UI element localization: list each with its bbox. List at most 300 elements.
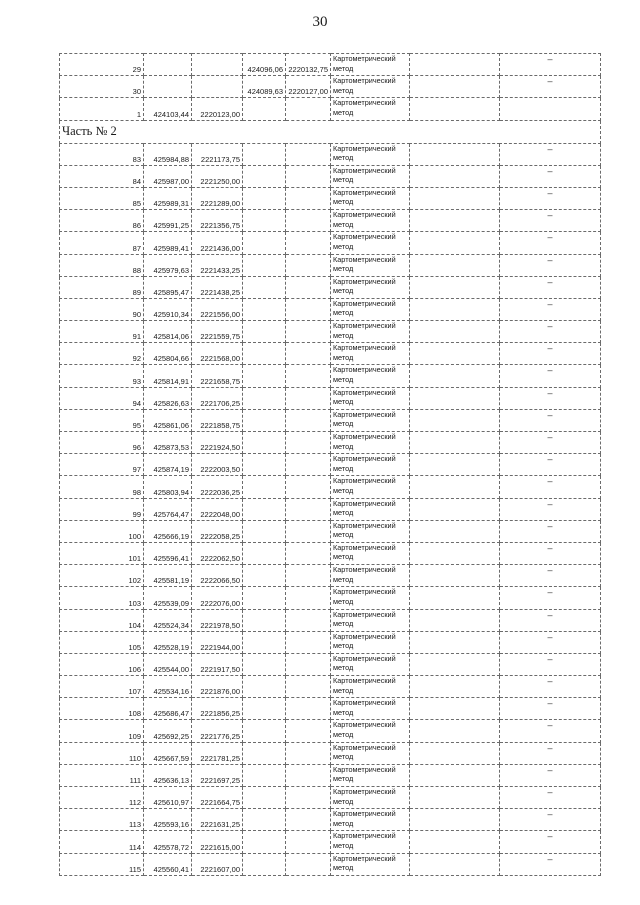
table-row (60, 76, 601, 98)
method-cell: Картометрический метод (331, 720, 410, 742)
point-number-cell: 85 (60, 187, 144, 209)
note-cell: – (500, 276, 601, 298)
note-cell: – (500, 565, 601, 587)
point-number-cell: 95 (60, 409, 144, 431)
coord-x2-cell (243, 853, 286, 875)
coord-y-cell: 2221289,00 (192, 187, 243, 209)
point-number-cell: 113 (60, 809, 144, 831)
note-cell: – (500, 764, 601, 786)
coord-y-cell (192, 54, 243, 76)
coord-y-cell: 2221856,25 (192, 698, 243, 720)
coord-x-cell: 425984,88 (144, 143, 192, 165)
coord-x-cell: 425826,63 (144, 387, 192, 409)
coord-y2-cell (286, 520, 331, 542)
coord-y2-cell: 2220132,75 (286, 54, 331, 76)
coord-x2-cell (243, 210, 286, 232)
point-number-cell: 94 (60, 387, 144, 409)
note-cell (500, 98, 601, 120)
note-cell: – (500, 853, 601, 875)
mark-cell (410, 254, 500, 276)
note-cell: – (500, 742, 601, 764)
coord-x2-cell (243, 587, 286, 609)
coord-y-cell: 2221944,00 (192, 631, 243, 653)
coord-x2-cell (243, 187, 286, 209)
coord-y2-cell: 2220127,00 (286, 76, 331, 98)
mark-cell (410, 787, 500, 809)
mark-cell (410, 764, 500, 786)
method-cell: Картометрический метод (331, 764, 410, 786)
coord-x-cell: 425979,63 (144, 254, 192, 276)
method-cell: Картометрический метод (331, 232, 410, 254)
coord-x-cell: 425686,47 (144, 698, 192, 720)
coord-x-cell: 425610,97 (144, 787, 192, 809)
table-row (60, 764, 601, 786)
coord-y-cell: 2222048,00 (192, 498, 243, 520)
method-cell: Картометрический метод (331, 165, 410, 187)
coord-x-cell: 425539,09 (144, 587, 192, 609)
coord-y-cell (192, 76, 243, 98)
coord-x2-cell (243, 454, 286, 476)
coord-y-cell: 2222062,50 (192, 542, 243, 564)
table-row (60, 831, 601, 853)
coord-y-cell: 2221173,75 (192, 143, 243, 165)
table-row (60, 254, 601, 276)
note-cell: – (500, 609, 601, 631)
coord-y-cell: 2221356,75 (192, 210, 243, 232)
note-cell: – (500, 210, 601, 232)
note-cell: – (500, 387, 601, 409)
mark-cell (410, 76, 500, 98)
coord-x-cell: 425524,34 (144, 609, 192, 631)
coord-x2-cell (243, 409, 286, 431)
coord-x2-cell (243, 631, 286, 653)
table-row (60, 565, 601, 587)
note-cell: – (500, 831, 601, 853)
coord-y-cell: 2221615,00 (192, 831, 243, 853)
coord-y-cell: 2221697,25 (192, 764, 243, 786)
point-number-cell: 110 (60, 742, 144, 764)
table-row (60, 720, 601, 742)
method-cell: Картометрический метод (331, 409, 410, 431)
coord-y2-cell (286, 454, 331, 476)
table-row (60, 498, 601, 520)
coord-x-cell (144, 76, 192, 98)
coord-x-cell: 425593,16 (144, 809, 192, 831)
section-header-group (60, 120, 601, 143)
point-number-cell: 111 (60, 764, 144, 786)
coord-y-cell: 2221568,00 (192, 343, 243, 365)
mark-cell (410, 409, 500, 431)
coord-x-cell: 425764,47 (144, 498, 192, 520)
table-row (60, 365, 601, 387)
method-cell: Картометрический метод (331, 742, 410, 764)
point-number-cell: 100 (60, 520, 144, 542)
coord-y-cell: 2221559,75 (192, 321, 243, 343)
mark-cell (410, 165, 500, 187)
point-number-cell: 1 (60, 98, 144, 120)
coord-x2-cell (243, 343, 286, 365)
note-cell: – (500, 631, 601, 653)
mark-cell (410, 210, 500, 232)
point-number-cell: 104 (60, 609, 144, 631)
coord-y2-cell (286, 476, 331, 498)
mark-cell (410, 720, 500, 742)
method-cell: Картометрический метод (331, 210, 410, 232)
coord-y2-cell (286, 542, 331, 564)
table-row (60, 143, 601, 165)
table-row (60, 542, 601, 564)
method-cell: Картометрический метод (331, 498, 410, 520)
coord-y-cell: 2222058,25 (192, 520, 243, 542)
coord-x-cell: 425636,13 (144, 764, 192, 786)
note-cell: – (500, 720, 601, 742)
coord-x-cell: 425666,19 (144, 520, 192, 542)
coord-y-cell: 2222003,50 (192, 454, 243, 476)
table-row (60, 276, 601, 298)
coord-y2-cell (286, 232, 331, 254)
coord-y-cell: 2221924,50 (192, 432, 243, 454)
coord-y2-cell (286, 165, 331, 187)
coord-y-cell: 2221607,00 (192, 853, 243, 875)
coord-y-cell: 2221781,25 (192, 742, 243, 764)
point-number-cell: 105 (60, 631, 144, 653)
point-number-cell: 86 (60, 210, 144, 232)
method-cell: Картометрический метод (331, 542, 410, 564)
point-number-cell: 112 (60, 787, 144, 809)
mark-cell (410, 232, 500, 254)
coord-y2-cell (286, 276, 331, 298)
coord-y2-cell (286, 653, 331, 675)
coord-x-cell: 425581,19 (144, 565, 192, 587)
coord-x-cell: 425578,72 (144, 831, 192, 853)
table-row (60, 409, 601, 431)
coord-y2-cell (286, 787, 331, 809)
coord-y-cell: 2221858,75 (192, 409, 243, 431)
coord-x2-cell (243, 476, 286, 498)
coord-x-cell: 425804,66 (144, 343, 192, 365)
coord-x2-cell (243, 321, 286, 343)
coord-x-cell: 425987,00 (144, 165, 192, 187)
coord-x-cell: 425814,06 (144, 321, 192, 343)
mark-cell (410, 853, 500, 875)
note-cell: – (500, 520, 601, 542)
mark-cell (410, 831, 500, 853)
mark-cell (410, 676, 500, 698)
coord-x2-cell (243, 387, 286, 409)
method-cell: Картометрический метод (331, 831, 410, 853)
coord-x2-cell: 424089,63 (243, 76, 286, 98)
coord-y2-cell (286, 254, 331, 276)
coord-y2-cell (286, 98, 331, 120)
point-number-cell: 106 (60, 653, 144, 675)
coord-x-cell: 425873,53 (144, 432, 192, 454)
method-cell: Картометрический метод (331, 476, 410, 498)
coord-x2-cell (243, 676, 286, 698)
note-cell: – (500, 76, 601, 98)
table-row (60, 54, 601, 76)
coord-x2-cell (243, 98, 286, 120)
coord-x-cell: 425874,19 (144, 454, 192, 476)
table-row (60, 853, 601, 875)
section-row (60, 120, 601, 143)
method-cell: Картометрический метод (331, 853, 410, 875)
mark-cell (410, 54, 500, 76)
mark-cell (410, 809, 500, 831)
coord-y2-cell (286, 853, 331, 875)
note-cell: – (500, 254, 601, 276)
method-cell: Картометрический метод (331, 565, 410, 587)
coord-x-cell: 425692,25 (144, 720, 192, 742)
coord-y-cell: 2221436,00 (192, 232, 243, 254)
note-cell: – (500, 232, 601, 254)
method-cell: Картометрический метод (331, 432, 410, 454)
method-cell: Картометрический метод (331, 676, 410, 698)
table-row (60, 609, 601, 631)
table-row (60, 321, 601, 343)
coord-x2-cell (243, 432, 286, 454)
coord-x-cell: 425989,41 (144, 232, 192, 254)
coord-y-cell: 2221664,75 (192, 787, 243, 809)
coord-x-cell: 425560,41 (144, 853, 192, 875)
coord-x-cell: 425910,34 (144, 298, 192, 320)
method-cell: Картометрический метод (331, 631, 410, 653)
coord-y2-cell (286, 143, 331, 165)
mark-cell (410, 143, 500, 165)
coord-y2-cell (286, 831, 331, 853)
coord-y2-cell (286, 387, 331, 409)
method-cell: Картометрический метод (331, 787, 410, 809)
method-cell: Картометрический метод (331, 98, 410, 120)
coord-y2-cell (286, 676, 331, 698)
mark-cell (410, 476, 500, 498)
coord-x-cell: 425861,06 (144, 409, 192, 431)
table-row (60, 98, 601, 120)
method-cell: Картометрический метод (331, 321, 410, 343)
table-row (60, 343, 601, 365)
coord-x2-cell (243, 498, 286, 520)
coord-y-cell: 2221438,25 (192, 276, 243, 298)
coord-y-cell: 2221776,25 (192, 720, 243, 742)
note-cell: – (500, 809, 601, 831)
coord-x2-cell (243, 254, 286, 276)
coord-y2-cell (286, 764, 331, 786)
method-cell: Картометрический метод (331, 587, 410, 609)
table-row (60, 387, 601, 409)
table-row (60, 298, 601, 320)
point-number-cell: 83 (60, 143, 144, 165)
table-row (60, 210, 601, 232)
method-cell: Картометрический метод (331, 387, 410, 409)
coord-x2-cell (243, 653, 286, 675)
point-number-cell: 30 (60, 76, 144, 98)
mark-cell (410, 742, 500, 764)
mark-cell (410, 187, 500, 209)
method-cell: Картометрический метод (331, 143, 410, 165)
coord-y2-cell (286, 298, 331, 320)
point-number-cell: 99 (60, 498, 144, 520)
point-number-cell: 88 (60, 254, 144, 276)
mark-cell (410, 520, 500, 542)
note-cell: – (500, 542, 601, 564)
note-cell: – (500, 187, 601, 209)
coord-x2-cell (243, 520, 286, 542)
mark-cell (410, 565, 500, 587)
point-number-cell: 89 (60, 276, 144, 298)
table-row (60, 787, 601, 809)
coord-y-cell: 2221876,00 (192, 676, 243, 698)
point-number-cell: 84 (60, 165, 144, 187)
table-row (60, 676, 601, 698)
point-number-cell: 107 (60, 676, 144, 698)
coord-y-cell: 2220123,00 (192, 98, 243, 120)
note-cell: – (500, 343, 601, 365)
note-cell: – (500, 454, 601, 476)
method-cell: Картометрический метод (331, 187, 410, 209)
table-row (60, 432, 601, 454)
coord-y2-cell (286, 343, 331, 365)
method-cell: Картометрический метод (331, 698, 410, 720)
mark-cell (410, 609, 500, 631)
coord-y-cell: 2221917,50 (192, 653, 243, 675)
method-cell: Картометрический метод (331, 520, 410, 542)
coord-x-cell: 425544,00 (144, 653, 192, 675)
coord-x2-cell (243, 764, 286, 786)
note-cell: – (500, 498, 601, 520)
point-number-cell: 97 (60, 454, 144, 476)
coordinates-table (59, 53, 601, 876)
note-cell: – (500, 476, 601, 498)
coord-y2-cell (286, 187, 331, 209)
note-cell: – (500, 409, 601, 431)
mark-cell (410, 698, 500, 720)
coord-y2-cell (286, 498, 331, 520)
coord-y2-cell (286, 698, 331, 720)
point-number-cell: 87 (60, 232, 144, 254)
note-cell: – (500, 698, 601, 720)
coord-y2-cell (286, 609, 331, 631)
point-number-cell: 108 (60, 698, 144, 720)
mark-cell (410, 387, 500, 409)
table-row (60, 520, 601, 542)
coord-y-cell: 2221658,75 (192, 365, 243, 387)
mark-cell (410, 631, 500, 653)
point-number-cell: 96 (60, 432, 144, 454)
table-row (60, 587, 601, 609)
coord-x-cell: 424103,44 (144, 98, 192, 120)
point-number-cell: 103 (60, 587, 144, 609)
table-row (60, 631, 601, 653)
mark-cell (410, 276, 500, 298)
coord-y-cell: 2221433,25 (192, 254, 243, 276)
mark-cell (410, 365, 500, 387)
note-cell: – (500, 676, 601, 698)
coord-y2-cell (286, 365, 331, 387)
note-cell: – (500, 143, 601, 165)
coord-x-cell: 425528,19 (144, 631, 192, 653)
mark-cell (410, 432, 500, 454)
method-cell: Картометрический метод (331, 343, 410, 365)
coord-x2-cell (243, 609, 286, 631)
coord-x2-cell (243, 831, 286, 853)
coord-x2-cell (243, 276, 286, 298)
method-cell: Картометрический метод (331, 254, 410, 276)
coord-x-cell: 425534,16 (144, 676, 192, 698)
mark-cell (410, 321, 500, 343)
coord-y2-cell (286, 809, 331, 831)
method-cell: Картометрический метод (331, 76, 410, 98)
table-row (60, 476, 601, 498)
note-cell: – (500, 653, 601, 675)
point-number-cell: 114 (60, 831, 144, 853)
mark-cell (410, 542, 500, 564)
method-cell: Картометрический метод (331, 298, 410, 320)
table-body-part-1 (60, 54, 601, 121)
note-cell: – (500, 321, 601, 343)
table-row (60, 742, 601, 764)
method-cell: Картометрический метод (331, 653, 410, 675)
coord-x2-cell (243, 809, 286, 831)
coord-y-cell: 2221706,25 (192, 387, 243, 409)
coord-x-cell: 425803,94 (144, 476, 192, 498)
mark-cell (410, 587, 500, 609)
coord-x2-cell (243, 720, 286, 742)
coord-x-cell (144, 54, 192, 76)
coord-x2-cell (243, 698, 286, 720)
note-cell: – (500, 432, 601, 454)
mark-cell (410, 454, 500, 476)
note-cell: – (500, 165, 601, 187)
coord-y2-cell (286, 742, 331, 764)
mark-cell (410, 298, 500, 320)
coord-x-cell: 425814,91 (144, 365, 192, 387)
coord-x-cell: 425895,47 (144, 276, 192, 298)
point-number-cell: 29 (60, 54, 144, 76)
coord-x2-cell (243, 365, 286, 387)
method-cell: Картометрический метод (331, 365, 410, 387)
table-row (60, 187, 601, 209)
coord-y2-cell (286, 409, 331, 431)
coord-x2-cell (243, 143, 286, 165)
coord-y2-cell (286, 210, 331, 232)
coord-y2-cell (286, 587, 331, 609)
page-number: 30 (312, 14, 328, 30)
table-row (60, 698, 601, 720)
coord-y2-cell (286, 565, 331, 587)
mark-cell (410, 343, 500, 365)
coord-y2-cell (286, 720, 331, 742)
table-row (60, 454, 601, 476)
coord-y-cell: 2222036,25 (192, 476, 243, 498)
point-number-cell: 92 (60, 343, 144, 365)
method-cell: Картометрический метод (331, 609, 410, 631)
coord-x2-cell (243, 232, 286, 254)
coord-y-cell: 2221250,00 (192, 165, 243, 187)
mark-cell (410, 498, 500, 520)
mark-cell (410, 653, 500, 675)
note-cell: – (500, 54, 601, 76)
method-cell: Картометрический метод (331, 276, 410, 298)
table-body-part-2 (60, 143, 601, 875)
coord-x2-cell (243, 165, 286, 187)
coord-y-cell: 2222076,00 (192, 587, 243, 609)
coord-x-cell: 425596,41 (144, 542, 192, 564)
point-number-cell: 91 (60, 321, 144, 343)
table-row (60, 232, 601, 254)
coord-x2-cell (243, 787, 286, 809)
point-number-cell: 90 (60, 298, 144, 320)
note-cell: – (500, 787, 601, 809)
method-cell: Картометрический метод (331, 809, 410, 831)
